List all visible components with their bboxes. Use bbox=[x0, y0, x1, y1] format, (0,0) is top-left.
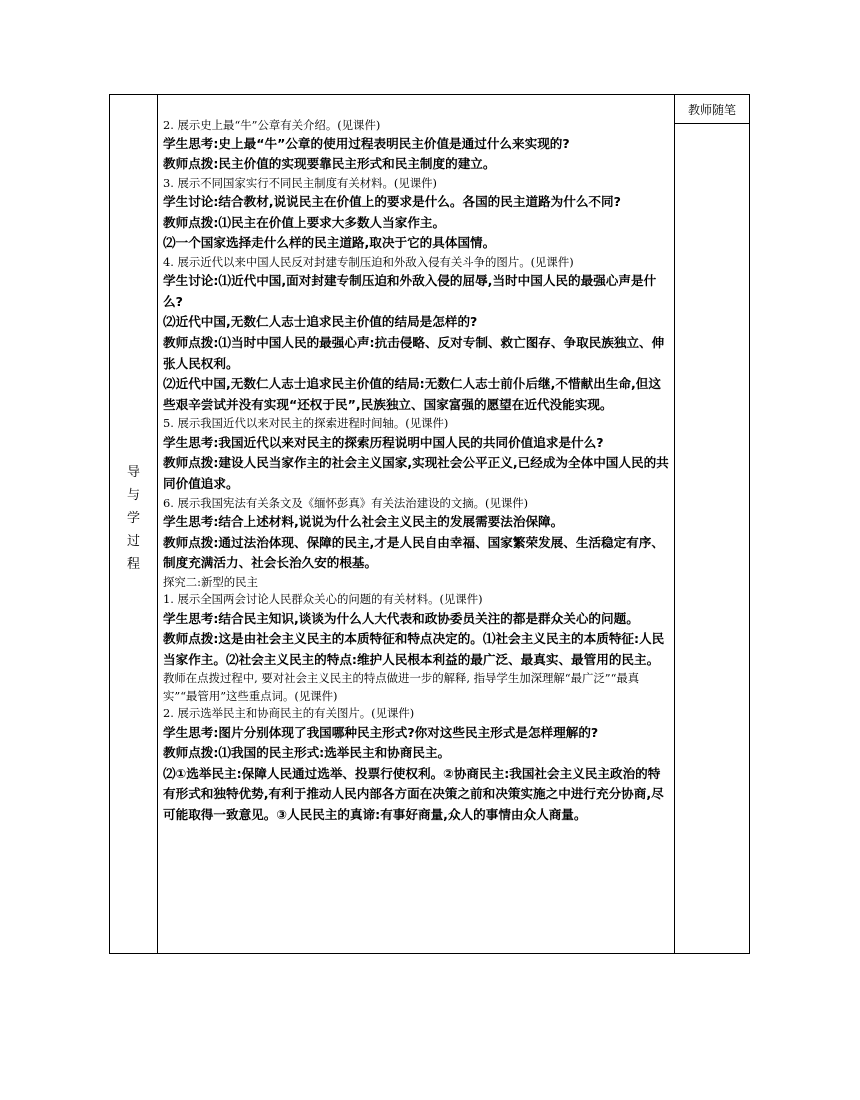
activity-paragraph: 6. 展示我国宪法有关条文及《缅怀彭真》有关法治建设的文摘。(见课件) bbox=[163, 495, 529, 510]
section-label bbox=[110, 461, 157, 576]
discussion-paragraph: 教师点拨:这是由社会主义民主的本质特征和特点决定的。⑴社会主义民主的本质特征:人民当家作主。⑵社会主义民主的特点:维护人民根本利益的最广泛、最真实、最管用的民主。 bbox=[163, 631, 665, 667]
discussion-paragraph: 教师点拨:⑴我国的民主形式:选举民主和协商民主。 bbox=[163, 745, 451, 761]
activity-paragraph: 教师在点拨过程中, 要对社会主义民主的特点做进一步的解释, 指导学生加深理解“最广泛”“最真实”“最管用”这些重点词。(见课件) bbox=[163, 671, 640, 703]
discussion-paragraph: ⑵一个国家选择走什么样的民主道路,取决于它的具体国情。 bbox=[163, 235, 496, 251]
activity-paragraph: 4. 展示近代以来中国人民反对封建专制压迫和外敌入侵有关斗争的图片。(见课件) bbox=[163, 254, 574, 269]
activity-paragraph: 探究二:新型的民主 bbox=[163, 574, 258, 589]
lesson-plan-table bbox=[109, 94, 750, 954]
activity-paragraph: 1. 展示全国两会讨论人民群众关心的问题的有关材料。(见课件) bbox=[163, 592, 483, 607]
discussion-paragraph: ⑵近代中国,无数仁人志士追求民主价值的结局是怎样的? bbox=[163, 314, 478, 330]
activity-paragraph: 2. 展示选举民主和协商民主的有关图片。(见课件) bbox=[163, 706, 415, 721]
section-label-cell bbox=[110, 95, 158, 954]
teacher-notes-header: 教师随笔 bbox=[675, 95, 750, 124]
discussion-paragraph: 教师点拨:民主价值的实现要靠民主形式和民主制度的建立。 bbox=[163, 156, 496, 172]
activity-paragraph: 5. 展示我国近代以来对民主的探索进程时间轴。(见课件) bbox=[163, 416, 449, 431]
discussion-paragraph: 教师点拨:⑴民主在价值上要求大多数人当家作主。 bbox=[163, 214, 446, 230]
section-label-char: 过 bbox=[126, 534, 140, 549]
discussion-paragraph: ⑵近代中国,无数仁人志士追求民主价值的结局:无数仁人志士前仆后继,不惜献出生命,但这些艰辛尝试并没有实现“还权于民”,民族独立、国家富强的愿望在近代没能实现。 bbox=[163, 376, 661, 412]
activity-paragraph: 3. 展示不同国家实行不同民主制度有关材料。(见课件) bbox=[163, 175, 437, 190]
discussion-paragraph: 学生思考:结合民主知识,谈谈为什么人大代表和政协委员关注的都是群众关心的问题。 bbox=[163, 610, 639, 626]
discussion-paragraph: 学生思考:我国近代以来对民主的探索历程说明中国人民的共同价值追求是什么? bbox=[163, 434, 604, 450]
discussion-paragraph: 教师点拨:⑴当时中国人民的最强心声:抗击侵略、反对专制、救亡图存、争取民族独立、伸张人民权利。 bbox=[163, 335, 665, 371]
discussion-paragraph: ⑵①选举民主:保障人民通过选举、投票行使权利。②协商民主:我国社会主义民主政治的特有形式和独特优势,有利于推动人民内部各方面在决策之前和决策实施之中进行充分协商,尽可能取得一致意见。③人民民主的真谛:有事好商量,众人的事情由众人商量。 bbox=[163, 765, 664, 822]
section-label-char: 程 bbox=[126, 557, 140, 572]
discussion-paragraph: 学生思考:图片分别体现了我国哪种民主形式?你对这些民主形式是怎样理解的? bbox=[163, 724, 599, 740]
discussion-paragraph: 学生讨论:⑴近代中国,面对封建专制压迫和外敌入侵的屈辱,当时中国人民的最强心声是什么? bbox=[163, 273, 657, 309]
discussion-paragraph: 教师点拨:通过法治体现、保障的民主,才是人民自由幸福、国家繁荣发展、生活稳定有序、制度充满活力、社会长治久安的根基。 bbox=[163, 534, 664, 571]
discussion-paragraph: 学生思考:史上最“牛”公章的使用过程表明民主价值是通过什么来实现的? bbox=[163, 135, 570, 151]
section-label-char: 学 bbox=[126, 511, 140, 526]
activity-paragraph: 2. 展示史上最“牛”公章有关介绍。(见课件) bbox=[163, 118, 381, 132]
section-label-char: 与 bbox=[126, 488, 140, 503]
lesson-content bbox=[163, 117, 670, 826]
lesson-content-cell bbox=[158, 95, 675, 954]
discussion-paragraph: 学生思考:结合上述材料,说说为什么社会主义民主的发展需要法治保障。 bbox=[163, 514, 564, 530]
discussion-paragraph: 教师点拨:建设人民当家作主的社会主义国家,实现社会公平正义,已经成为全体中国人民的共同价值追求。 bbox=[163, 455, 669, 492]
discussion-paragraph: 学生讨论:结合教材,说说民主在价值上的要求是什么。各国的民主道路为什么不同? bbox=[163, 194, 621, 210]
teacher-notes-area bbox=[675, 124, 750, 954]
section-label-char: 导 bbox=[126, 465, 140, 480]
